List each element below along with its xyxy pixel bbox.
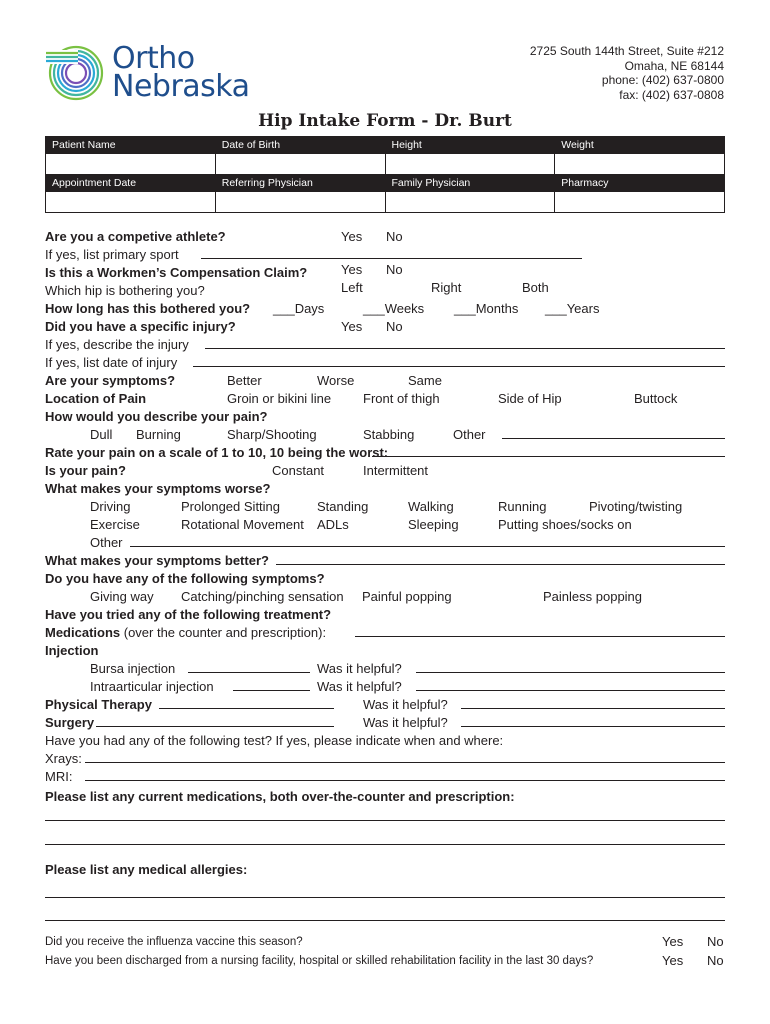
bursa-line[interactable]: [188, 672, 310, 673]
q-describe-injury: If yes, describe the injury: [45, 337, 189, 352]
q-symptoms: Are your symptoms?: [45, 373, 176, 388]
option-worse[interactable]: Worse: [317, 373, 355, 388]
q-helpful: Was it helpful?: [317, 661, 402, 676]
date-injury-line[interactable]: [193, 366, 725, 367]
option-shoes[interactable]: Putting shoes/socks on: [498, 517, 632, 532]
q-helpful: Was it helpful?: [363, 697, 448, 712]
intraarticular-helpful-line[interactable]: [416, 690, 725, 691]
option-yes[interactable]: Yes: [662, 934, 684, 949]
option-better[interactable]: Better: [227, 373, 262, 388]
other-worse-line[interactable]: [130, 546, 725, 547]
q-intraarticular: Intraarticular injection: [90, 679, 214, 694]
option-pivoting[interactable]: Pivoting/twisting: [589, 499, 683, 514]
pharmacy-field[interactable]: [555, 192, 725, 213]
address-fax: fax: (402) 637-0808: [619, 87, 724, 102]
allergies-line-2[interactable]: [45, 920, 725, 921]
logo-text-nebraska: Nebraska: [112, 69, 250, 104]
option-walking[interactable]: Walking: [408, 499, 454, 514]
weight-field[interactable]: [555, 154, 725, 175]
option-giving-way[interactable]: Giving way: [90, 589, 154, 604]
q-flu: Did you receive the influenza vaccine this season?: [45, 936, 303, 948]
option-burning[interactable]: Burning: [136, 427, 181, 442]
option-left[interactable]: Left: [341, 280, 363, 295]
q-specific-injury: Did you have a specific injury?: [45, 319, 236, 334]
option-sleeping[interactable]: Sleeping: [408, 517, 459, 532]
option-right[interactable]: Right: [431, 280, 462, 295]
makes-better-line[interactable]: [276, 564, 725, 565]
option-adls[interactable]: ADLs: [317, 517, 349, 532]
option-yes[interactable]: Yes: [341, 319, 363, 334]
option-painless-popping[interactable]: Painless popping: [543, 589, 643, 604]
option-side-hip[interactable]: Side of Hip: [498, 391, 562, 406]
referring-physician-field[interactable]: [215, 192, 385, 213]
option-catching[interactable]: Catching/pinching sensation: [181, 589, 344, 604]
q-following-symptoms: Do you have any of the following symptoms?: [45, 571, 325, 586]
current-meds-line-1[interactable]: [45, 820, 725, 821]
allergies-line-1[interactable]: [45, 897, 725, 898]
describe-injury-line[interactable]: [205, 348, 725, 349]
ortho-nebraska-logo-icon: [44, 44, 108, 102]
q-location: Location of Pain: [45, 391, 147, 406]
q-describe-pain: How would you describe your pain?: [45, 409, 268, 424]
xrays-line[interactable]: [85, 762, 725, 763]
option-running[interactable]: Running: [498, 499, 547, 514]
sport-answer-line[interactable]: [201, 258, 582, 259]
option-dull[interactable]: Dull: [90, 427, 113, 442]
grid-header: Date of Birth: [215, 137, 385, 154]
q-injection: Injection: [45, 643, 99, 658]
q-tried-treatment: Have you tried any of the following treatment?: [45, 607, 332, 622]
option-prolonged-sitting[interactable]: Prolonged Sitting: [181, 499, 281, 514]
q-physical-therapy: Physical Therapy: [45, 697, 152, 712]
page-title: Hip Intake Form - Dr. Burt: [258, 111, 512, 131]
option-years[interactable]: ___Years: [545, 301, 600, 316]
rate-answer-line[interactable]: [372, 456, 725, 457]
q-mri: MRI:: [45, 769, 73, 784]
option-days[interactable]: ___Days: [273, 301, 325, 316]
option-exercise[interactable]: Exercise: [90, 517, 140, 532]
q-surgery: Surgery: [45, 715, 95, 730]
option-driving[interactable]: Driving: [90, 499, 131, 514]
option-standing[interactable]: Standing: [317, 499, 369, 514]
option-yes[interactable]: Yes: [341, 229, 363, 244]
current-meds-line-2[interactable]: [45, 844, 725, 845]
q-which-hip: Which hip is bothering you?: [45, 283, 205, 298]
address-phone: phone: (402) 637-0800: [601, 73, 724, 87]
option-buttock[interactable]: Buttock: [634, 391, 678, 406]
q-current-meds: Please list any current medications, both over-the-counter and prescription:: [45, 789, 515, 804]
q-rate: Rate your pain on a scale of 1 to 10, 10 being the worst:: [45, 445, 389, 460]
patient-name-field[interactable]: [46, 154, 216, 175]
grid-header: Weight: [555, 137, 725, 154]
option-constant[interactable]: Constant: [272, 463, 325, 478]
q-helpful: Was it helpful?: [363, 715, 448, 730]
grid-header: Pharmacy: [555, 175, 725, 192]
option-no[interactable]: No: [386, 319, 403, 334]
date-of-birth-field[interactable]: [215, 154, 385, 175]
option-same[interactable]: Same: [408, 373, 442, 388]
option-no[interactable]: No: [707, 953, 724, 968]
mri-line[interactable]: [85, 780, 725, 781]
q-workmen: Is this a Workmen’s Compensation Claim?: [45, 265, 308, 280]
grid-header: Family Physician: [385, 175, 555, 192]
q-xrays: Xrays:: [45, 751, 82, 766]
family-physician-field[interactable]: [385, 192, 555, 213]
option-no[interactable]: No: [707, 934, 724, 949]
height-field[interactable]: [385, 154, 555, 175]
other-pain-line[interactable]: [502, 438, 725, 439]
q-discharged: Have you been discharged from a nursing facility, hospital or skilled rehabilitation facility in the last 30 days?: [45, 955, 594, 967]
q-makes-worse: What makes your symptoms worse?: [45, 481, 271, 496]
q-makes-better: What makes your symptoms better?: [45, 553, 269, 568]
intraarticular-line[interactable]: [233, 690, 310, 691]
option-no[interactable]: No: [386, 229, 403, 244]
q-tests: Have you had any of the following test? If yes, please indicate when and where:: [45, 733, 504, 748]
q-medications: [45, 625, 326, 641]
option-weeks[interactable]: ___Weeks: [363, 301, 425, 316]
option-rotational[interactable]: Rotational Movement: [181, 517, 304, 532]
q-bursa: Bursa injection: [90, 661, 176, 676]
q-is-pain: Is your pain?: [45, 463, 126, 478]
q-sport: If yes, list primary sport: [45, 247, 179, 262]
medications-line[interactable]: [355, 636, 725, 637]
q-athlete: Are you a competive athlete?: [45, 229, 226, 244]
q-date-injury: If yes, list date of injury: [45, 355, 178, 370]
grid-header: Referring Physician: [215, 175, 385, 192]
surgery-helpful-line[interactable]: [461, 726, 725, 727]
option-groin[interactable]: Groin or bikini line: [227, 391, 332, 406]
medications-note: (over the counter and prescription):: [120, 625, 327, 640]
pt-helpful-line[interactable]: [461, 708, 725, 709]
option-sharp[interactable]: Sharp/Shooting: [227, 427, 317, 442]
option-stabbing[interactable]: Stabbing: [363, 427, 415, 442]
grid-header: Height: [385, 137, 555, 154]
patient-info-grid: [45, 136, 725, 213]
option-other[interactable]: Other: [453, 427, 486, 442]
logo-text-ortho: Ortho: [112, 41, 195, 76]
grid-header: Patient Name: [46, 137, 216, 154]
surgery-line[interactable]: [96, 726, 334, 727]
address-line-1: 2725 South 144th Street, Suite #212: [529, 44, 724, 58]
option-intermittent[interactable]: Intermittent: [363, 463, 429, 478]
option-both[interactable]: Both: [522, 280, 549, 295]
physical-therapy-line[interactable]: [159, 708, 334, 709]
appointment-date-field[interactable]: [46, 192, 216, 213]
grid-header: Appointment Date: [46, 175, 216, 192]
bursa-helpful-line[interactable]: [416, 672, 725, 673]
option-months[interactable]: ___Months: [454, 301, 519, 316]
option-other[interactable]: Other: [90, 535, 123, 550]
address-line-2: Omaha, NE 68144: [624, 58, 724, 73]
option-front-thigh[interactable]: Front of thigh: [363, 391, 440, 406]
medications-label: Medications: [45, 625, 121, 640]
q-allergies: Please list any medical allergies:: [45, 862, 248, 877]
option-yes[interactable]: Yes: [662, 953, 684, 968]
q-how-long: How long has this bothered you?: [45, 301, 251, 316]
option-painful-popping[interactable]: Painful popping: [362, 589, 452, 604]
option-yes[interactable]: Yes: [341, 262, 363, 277]
q-helpful: Was it helpful?: [317, 679, 402, 694]
option-no[interactable]: No: [386, 262, 403, 277]
